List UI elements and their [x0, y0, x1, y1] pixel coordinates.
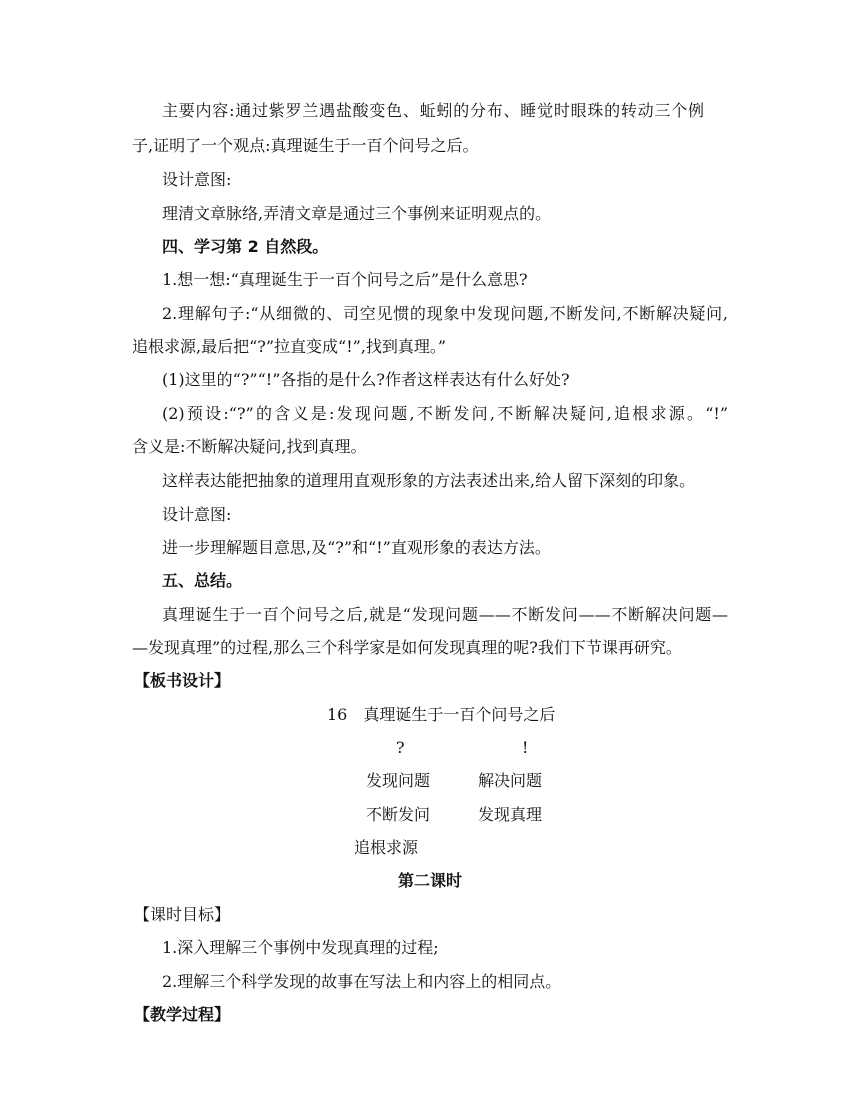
- goal-item: 2.理解三个科学发现的故事在写法上和内容上的相同点。: [162, 972, 562, 991]
- paragraph-line: 设计意图:: [162, 170, 232, 189]
- paragraph-line: 主要内容:通过紫罗兰遇盐酸变色、蚯蚓的分布、睡觉时眼珠的转动三个例: [162, 101, 704, 120]
- paragraph-line: 2.理解句子:“从细微的、司空见惯的现象中发现问题,不断发问,不断解决疑问,: [162, 304, 728, 323]
- paragraph-line: (2)预设:“?”的含义是:发现问题,不断发问,不断解决疑问,追根求源。“!”: [162, 404, 728, 423]
- paragraph-line: 进一步理解题目意思,及“?”和“!”直观形象的表达方法。: [162, 538, 551, 557]
- board-item: 发现问题: [366, 771, 431, 790]
- paragraph-line: 子,证明了一个观点:真理诞生于一百个问号之后。: [132, 136, 479, 155]
- section-heading: 五、总结。: [162, 571, 243, 590]
- process-label: 【教学过程】: [134, 1005, 231, 1024]
- section-heading: 四、学习第 2 自然段。: [162, 237, 329, 256]
- paragraph-line: —发现真理”的过程,那么三个科学家是如何发现真理的呢?我们下节课再研究。: [132, 638, 682, 657]
- paragraph-line: 设计意图:: [162, 505, 232, 524]
- paragraph-line: 含义是:不断解决疑问,找到真理。: [132, 437, 367, 456]
- board-question-mark: ?: [396, 738, 405, 757]
- paragraph-line: 理清文章脉络,弄清文章是通过三个事例来证明观点的。: [162, 204, 552, 223]
- paragraph-line: 1.想一想:“真理诞生于一百个问号之后”是什么意思?: [162, 270, 528, 289]
- board-item: 解决问题: [478, 771, 543, 790]
- board-item: 不断发问: [366, 805, 431, 824]
- paragraph-line: (1)这里的“?”“!”各指的是什么?作者这样表达有什么好处?: [162, 370, 570, 389]
- board-title: 16 真理诞生于一百个问号之后: [327, 705, 556, 724]
- goals-label: 【课时目标】: [134, 905, 231, 924]
- paragraph-line: 真理诞生于一百个问号之后,就是“发现问题——不断发问——不断解决问题—: [162, 605, 728, 624]
- lesson-heading: 第二课时: [398, 871, 463, 890]
- board-item: 发现真理: [478, 805, 543, 824]
- paragraph-line: 这样表达能把抽象的道理用直观形象的方法表述出来,给人留下深刻的印象。: [162, 471, 696, 490]
- goal-item: 1.深入理解三个事例中发现真理的过程;: [162, 938, 439, 957]
- board-design-label: 【板书设计】: [134, 671, 231, 690]
- board-exclamation-mark: !: [522, 738, 529, 757]
- board-item: 追根求源: [354, 838, 419, 857]
- paragraph-line: 追根求源,最后把“?”拉直变成“!”,找到真理。”: [132, 337, 447, 356]
